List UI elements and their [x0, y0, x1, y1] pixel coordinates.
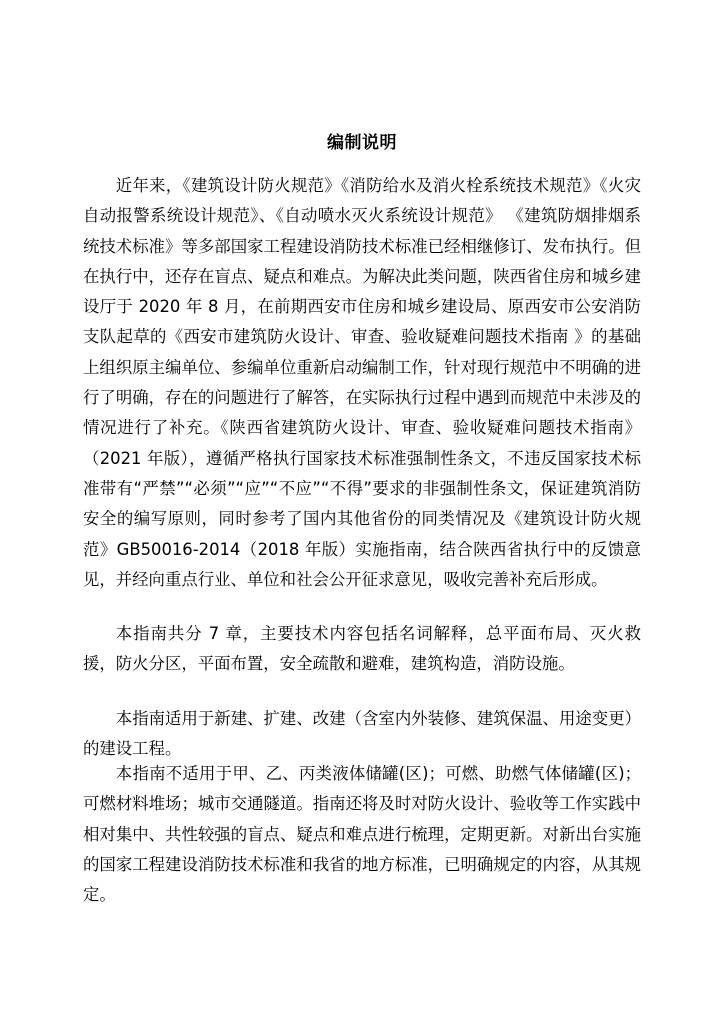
paragraph-intro: 近年来，《建筑设计防火规范》《消防给水及消火栓系统技术规范》《火灾自动报警系统设计规范》、《自动喷水灭火系统设计规范》 《建筑防烟排烟系统技术标准》等多部国家工程建设消防技术标准已经相继修订、发布执行。但在执行中，还存在盲点、疑点和难点。为解决此类问题，陕西省住房和城乡建设厅于 2020 年 8 月，在前期西安市住房和城乡建设局、原西安市公安消防支队起草的《西安市建筑防火设计、审查、验收疑难问题技术指南 》的基础上组织原主编单位、参编单位重新启动编制工作，针对现行规范中不明确的进行了明确，存在的问题进行了解答，在实际执行过程中遇到而规范中未涉及的情况进行了补充。《陕西省建筑防火设计、审查、验收疑难问题技术指南》（2021 年版），遵循严格执行国家技术标准强制性条文，不违反国家技术标准带有“严禁”“必须”“应”“不应”“不得”要求的非强制性条文，保证建筑消防安全的编写原则，同时参考了国内其他省份的同类情况及《建筑设计防火规范》GB50016-2014（2018 年版）实施指南，结合陕西省执行中的反馈意见，并经向重点行业、单位和社会公开征求意见，吸收完善补充后形成。: [83, 176, 641, 589]
paragraph-chapters: 本指南共分 7 章，主要技术内容包括名词解释，总平面布局、灭火救援，防火分区，平面布置，安全疏散和避难，建筑构造，消防设施。: [83, 624, 641, 674]
page-title: 编制说明: [327, 133, 397, 153]
paragraph-exclusions: 本指南不适用于甲、乙、丙类液体储罐(区)；可燃、助燃气体储罐(区)；可燃材料堆场；城市交通隧道。指南还将及时对防火设计、验收等工作实践中相对集中、共性较强的盲点、疑点和难点进行梳理，定期更新。对新出台实施的国家工程建设消防技术标准和我省的地方标准，已明确规定的内容，从其规定。: [83, 764, 641, 905]
paragraph-scope: 本指南适用于新建、扩建、改建（含室内外装修、建筑保温、用途变更）的建设工程。: [83, 709, 641, 759]
